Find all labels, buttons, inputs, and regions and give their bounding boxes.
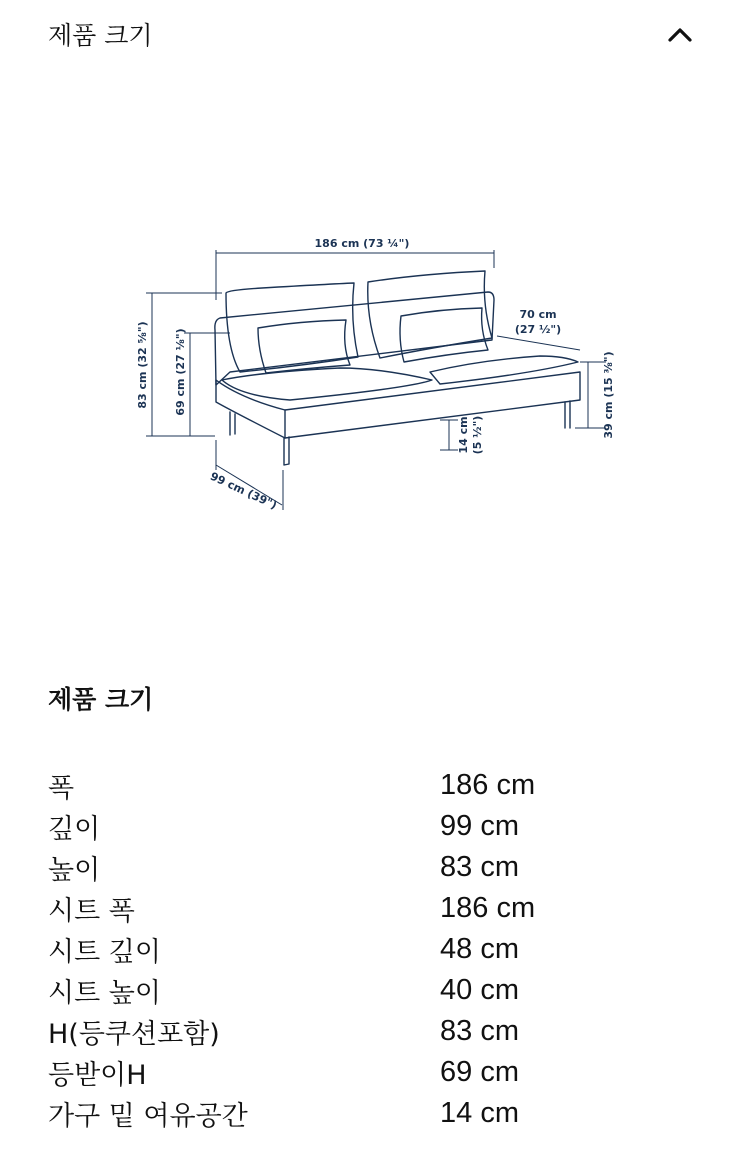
spec-row bbox=[48, 888, 708, 929]
spec-row bbox=[48, 765, 708, 806]
spec-row bbox=[48, 970, 708, 1011]
sofa-dimension-diagram bbox=[125, 225, 625, 525]
leg-front-right bbox=[565, 401, 570, 428]
spec-value: 48 cm bbox=[440, 933, 519, 965]
collapse-button[interactable] bbox=[660, 16, 700, 52]
spec-row bbox=[48, 1052, 708, 1093]
spec-label: 가구 밑 여유공간 bbox=[48, 1101, 248, 1132]
header-title: 제품 크기 bbox=[48, 21, 153, 50]
spec-row bbox=[48, 929, 708, 970]
seat-depth-label-line1: 70 cm bbox=[519, 308, 557, 321]
seat-cushion-right bbox=[430, 356, 578, 384]
spec-label: 깊이 bbox=[48, 814, 101, 845]
width-dimension-label: 186 cm (73 ¼") bbox=[314, 237, 410, 250]
spec-label: 시트 폭 bbox=[48, 896, 135, 927]
clearance-label-line1: 14 cm bbox=[457, 416, 470, 454]
section-title: 제품 크기 bbox=[48, 685, 154, 714]
spec-label: 시트 깊이 bbox=[48, 937, 161, 968]
spec-label: 폭 bbox=[48, 773, 75, 804]
spec-value: 186 cm bbox=[440, 892, 536, 924]
spec-value: 14 cm bbox=[440, 1097, 519, 1129]
leg-front-left bbox=[284, 437, 289, 465]
spec-value: 186 cm bbox=[440, 769, 536, 801]
spec-row bbox=[48, 806, 708, 847]
pillow-right bbox=[400, 308, 488, 362]
spec-value: 69 cm bbox=[440, 1056, 519, 1088]
spec-list bbox=[48, 765, 708, 1134]
spec-label: 높이 bbox=[48, 855, 101, 886]
height-dimension-label: 83 cm (32 ⅝") bbox=[136, 321, 149, 409]
back-height-dimension-label: 69 cm (27 ⅛") bbox=[174, 328, 187, 416]
spec-label: H(등쿠션포함) bbox=[48, 1019, 220, 1050]
sofa-base bbox=[216, 372, 580, 438]
leg-back-left bbox=[230, 412, 235, 435]
chevron-up-icon bbox=[667, 25, 693, 43]
spec-row bbox=[48, 1093, 708, 1134]
spec-value: 99 cm bbox=[440, 810, 519, 842]
product-size-header[interactable] bbox=[0, 0, 750, 72]
spec-row bbox=[48, 847, 708, 888]
spec-value: 40 cm bbox=[440, 974, 519, 1006]
back-cushion-right bbox=[368, 271, 492, 358]
spec-row bbox=[48, 1011, 708, 1052]
spec-value: 83 cm bbox=[440, 851, 519, 883]
spec-label: 시트 높이 bbox=[48, 978, 161, 1009]
spec-label: 등받이H bbox=[48, 1060, 147, 1091]
spec-value: 83 cm bbox=[440, 1015, 519, 1047]
depth-dimension-label: 99 cm (39") bbox=[208, 469, 279, 512]
clearance-label-line2: (5 ½") bbox=[471, 415, 484, 455]
seat-depth-label-line2: (27 ½") bbox=[514, 323, 562, 336]
seat-height-dimension-label: 39 cm (15 ⅜") bbox=[602, 351, 615, 439]
